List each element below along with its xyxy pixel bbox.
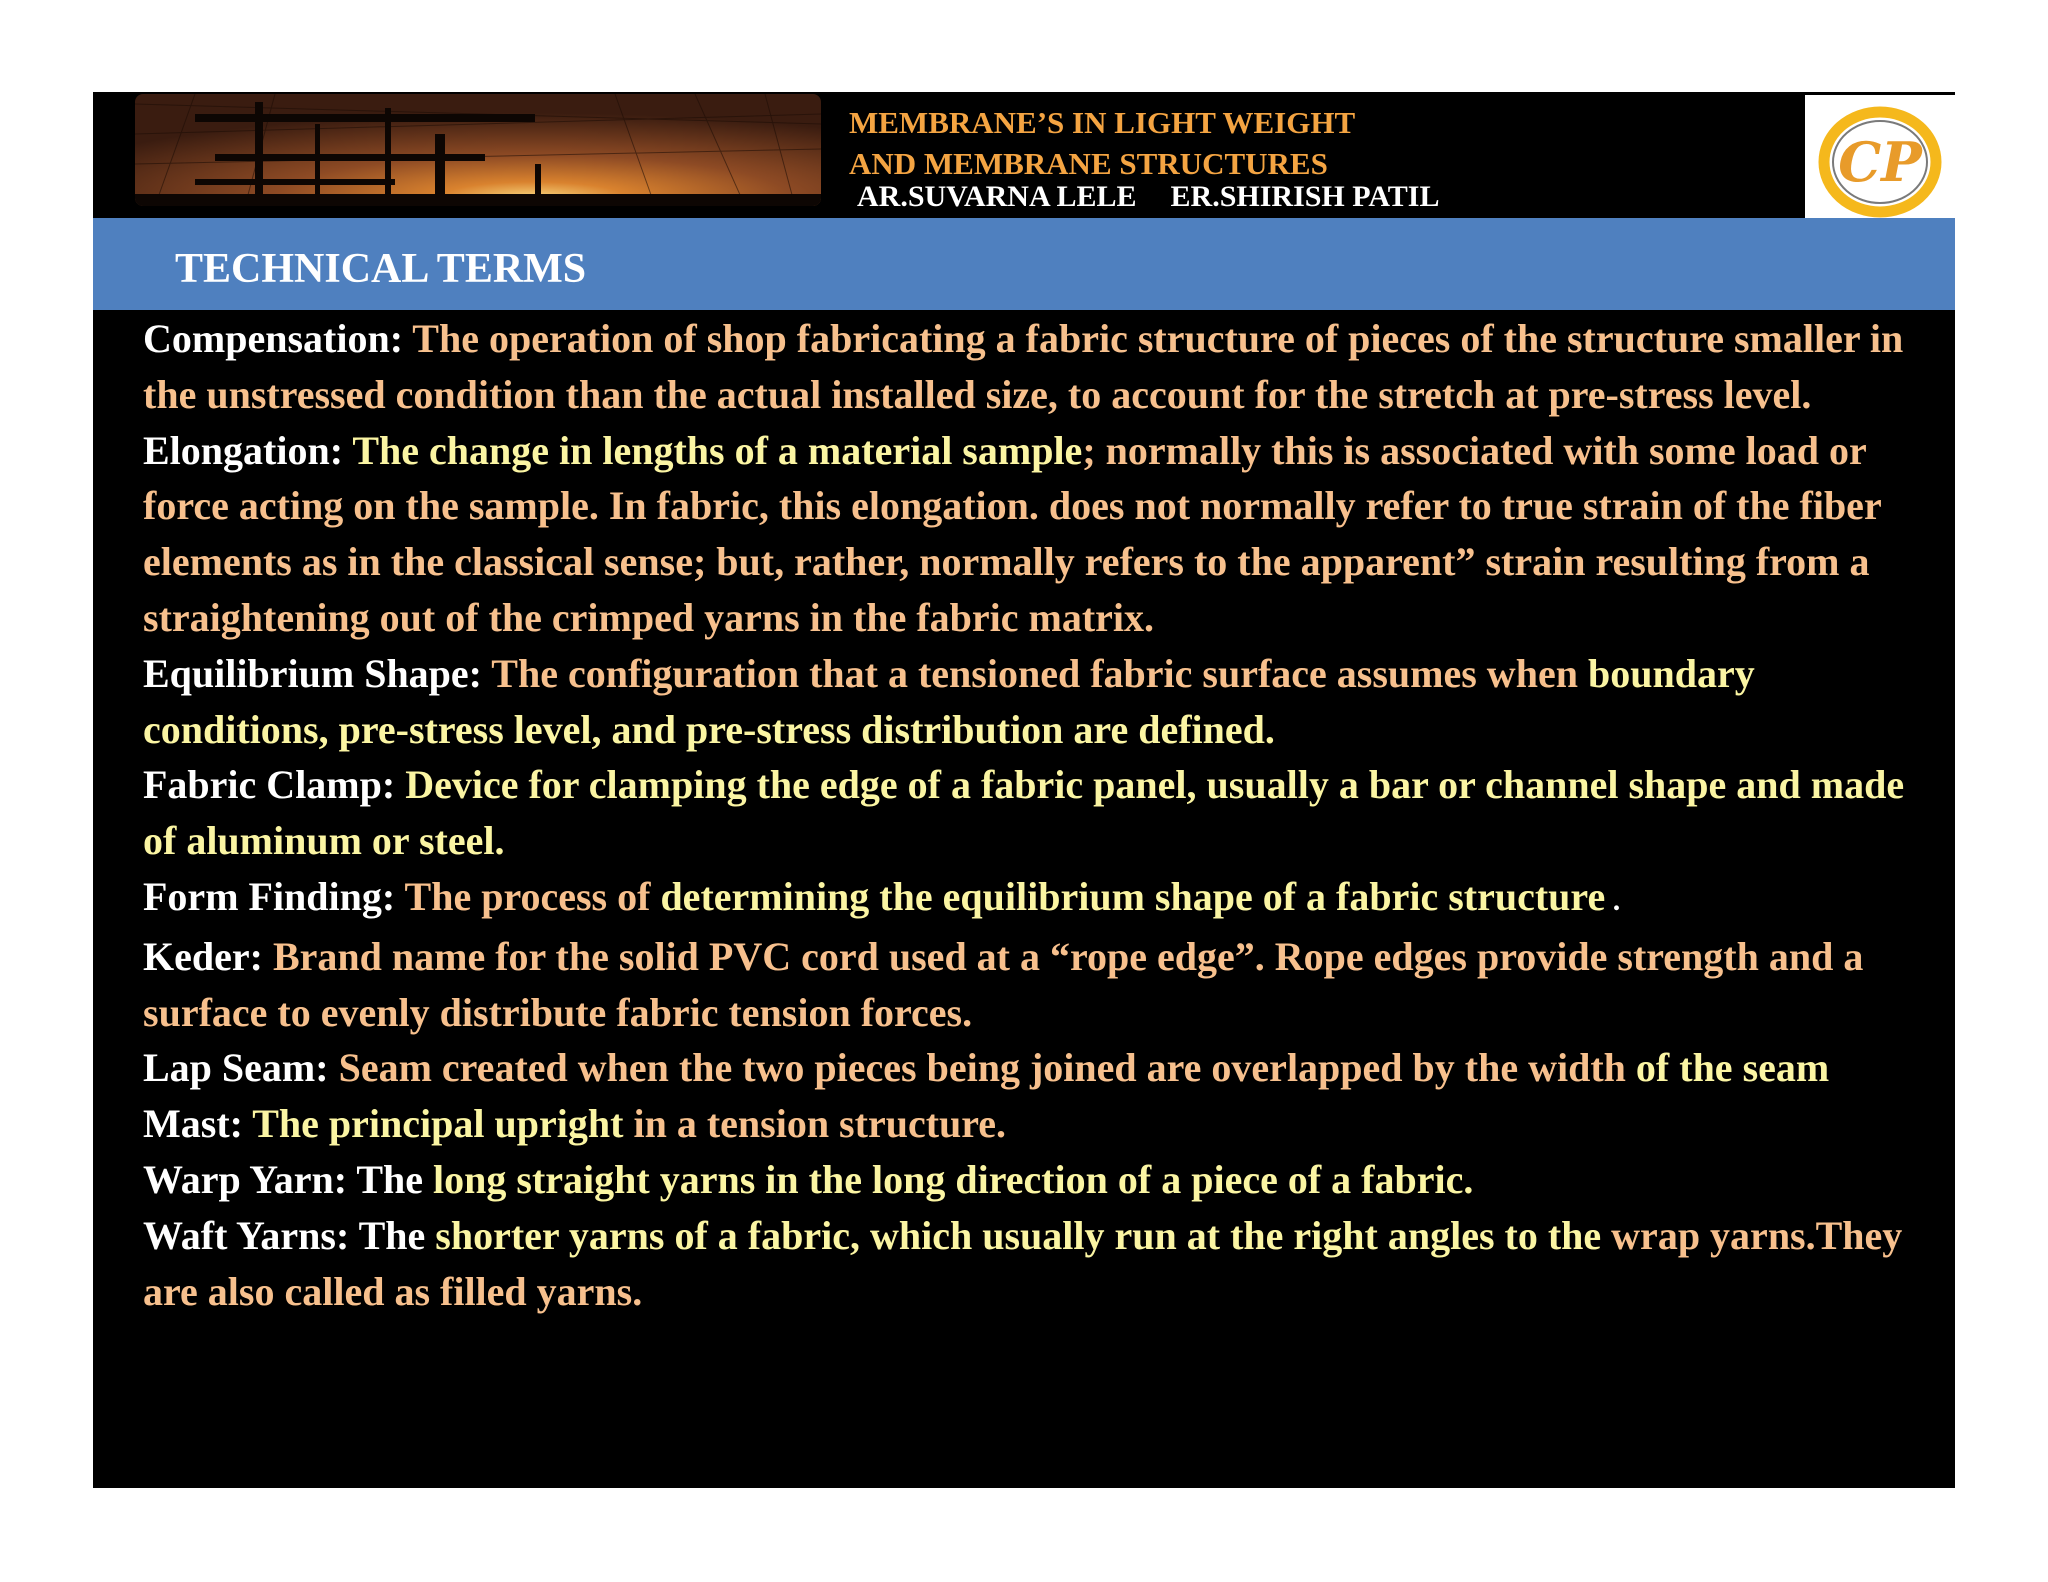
term-form-finding	[143, 869, 1943, 929]
term-definition: Brand name for the solid PVC cord used at a “rope edge”. Rope edges provide strength and a surface to evenly distribute fabric tension forces.	[143, 933, 1864, 1035]
author-1: AR.SUVARNA LELE	[857, 180, 1137, 213]
stray-mark: .	[1605, 883, 1621, 917]
logo-text: CP	[1838, 130, 1922, 194]
term-label: Lap Seam:	[143, 1045, 339, 1091]
section-title: TECHNICAL TERMS	[175, 246, 587, 292]
term-label: Waft Yarns: The	[143, 1212, 436, 1258]
term-lap-seam	[143, 1040, 1943, 1096]
section-bar	[93, 218, 1955, 310]
term-elongation	[143, 423, 1943, 646]
terms-list	[143, 311, 1943, 1319]
cp-logo-icon	[1805, 95, 1955, 229]
term-definition: ; normally this is associated with some load or force acting on the sample. In fabric, this elongation. does not normally refer to true strain of the fiber elements as in the classical sense; but, rather, normally refers to the apparent” strain resulting from a straightening out of the crimped yarns in the fabric matrix.	[143, 427, 1881, 640]
term-mast	[143, 1096, 1943, 1152]
term-fabric-clamp	[143, 757, 1943, 869]
term-definition: wrap yarns.They are also called as filled yarns.	[143, 1212, 1903, 1314]
term-definition: The operation of shop fabricating a fabric structure of pieces of the structure smaller in the unstressed condition than the actual installed size, to account for the stretch at pre-stress level.	[143, 316, 1904, 417]
slide	[93, 92, 1955, 1488]
term-waft-yarns	[143, 1208, 1943, 1320]
term-definition-highlight: The principal upright	[252, 1101, 624, 1147]
header-authors	[857, 180, 1440, 214]
term-label: Elongation:	[143, 427, 353, 473]
term-compensation	[143, 311, 1943, 423]
term-definition: The configuration that a tensioned fabric surface assumes when	[491, 650, 1588, 696]
header-title-line-1: MEMBRANE’S IN LIGHT WEIGHT	[849, 105, 1356, 140]
term-label: Compensation:	[143, 316, 413, 361]
term-label: Fabric Clamp:	[143, 762, 406, 808]
term-keder	[143, 929, 1943, 1041]
header-title-line-2: AND MEMBRANE STRUCTURES	[849, 146, 1328, 181]
term-definition: Seam created when the two pieces being joined are overlapped by the width	[338, 1045, 1636, 1091]
term-definition: in a tension structure.	[623, 1101, 1007, 1147]
term-equilibrium-shape	[143, 646, 1943, 758]
author-2: ER.SHIRISH PATIL	[1170, 180, 1440, 213]
term-label: Equilibrium Shape:	[143, 650, 492, 696]
term-definition-highlight: boundary conditions, pre-stress level, and pre-stress distribution are defined.	[143, 650, 1755, 752]
term-label: Warp Yarn: The	[143, 1156, 434, 1202]
term-definition-highlight: determining the equilibrium shape of a fabric structure	[660, 873, 1606, 919]
header-title	[849, 102, 1709, 184]
term-warp-yarn	[143, 1152, 1943, 1208]
term-label: Mast:	[143, 1101, 253, 1147]
term-label: Keder:	[143, 933, 273, 979]
term-definition-highlight: The change in lengths of a material sample	[352, 427, 1083, 473]
header-photo-sunset-structure	[135, 94, 821, 206]
term-definition: The process of	[404, 873, 661, 919]
term-definition-highlight: long straight yarns in the long direction of a piece of a fabric.	[433, 1156, 1474, 1202]
term-definition-highlight: Device for clamping the edge of a fabric panel, usually a bar or channel shape and made of aluminum or steel.	[143, 762, 1905, 864]
term-definition-highlight: of the seam	[1635, 1045, 1830, 1091]
term-definition-highlight: shorter yarns of a fabric, which usually run at the right angles to the	[435, 1212, 1602, 1258]
term-label: Form Finding:	[143, 873, 405, 919]
